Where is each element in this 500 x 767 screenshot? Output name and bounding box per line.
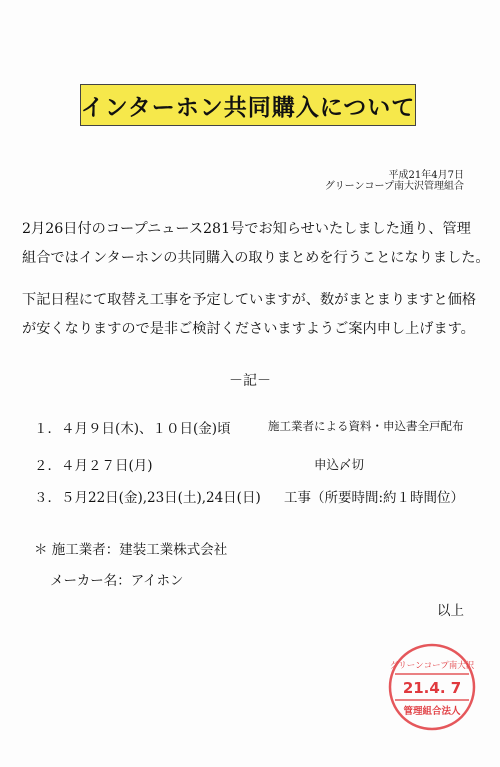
closing-ijou: 以上	[437, 603, 464, 619]
contractor-line: ＊ 施工業者：建装工業株式会社	[34, 542, 228, 558]
schedule-desc-1: 施工業者による資料・申込書全戸配布	[268, 419, 464, 433]
schedule-item-1: １．４月９日(木)、１０日(金)頃	[34, 421, 231, 437]
issue-date: 平成21年4月7日	[388, 170, 464, 181]
ki-heading: －記－	[229, 373, 271, 389]
stamp-bottom-text: 管理組合法人	[403, 706, 461, 717]
schedule-item-2: ２．４月２７日(月)	[34, 458, 153, 474]
maker-line: メーカー名：アイホン	[50, 573, 184, 589]
document-title: インターホン共同購入について	[80, 94, 416, 121]
stamp-date: 21.4. 7	[402, 679, 462, 697]
schedule-item-3: ３．５月22日(金),23日(土),24日(日)	[34, 490, 261, 506]
organization-seal-stamp	[387, 642, 477, 732]
title-highlight-box	[80, 84, 416, 126]
stamp-top-text: グリーンコープ南大沢	[389, 661, 475, 671]
schedule-desc-3: 工事（所要時間:約１時間位）	[284, 490, 465, 506]
schedule-desc-2: 申込〆切	[314, 457, 365, 472]
body-line-1: 2月26日付のコープニュース281号でお知らせいたしました通り、管理	[22, 221, 471, 237]
body-line-4: が安くなりますので是非ご検討くださいますようご案内申し上げます。	[22, 321, 475, 337]
body-line-2: 組合ではインターホンの共同購入の取りまとめを行うことになりました。	[22, 250, 490, 266]
body-line-3: 下記日程にて取替え工事を予定していますが、数がまとまりますと価格	[22, 292, 477, 308]
issuer-organization: グリーンコープ南大沢管理組合	[324, 181, 464, 192]
